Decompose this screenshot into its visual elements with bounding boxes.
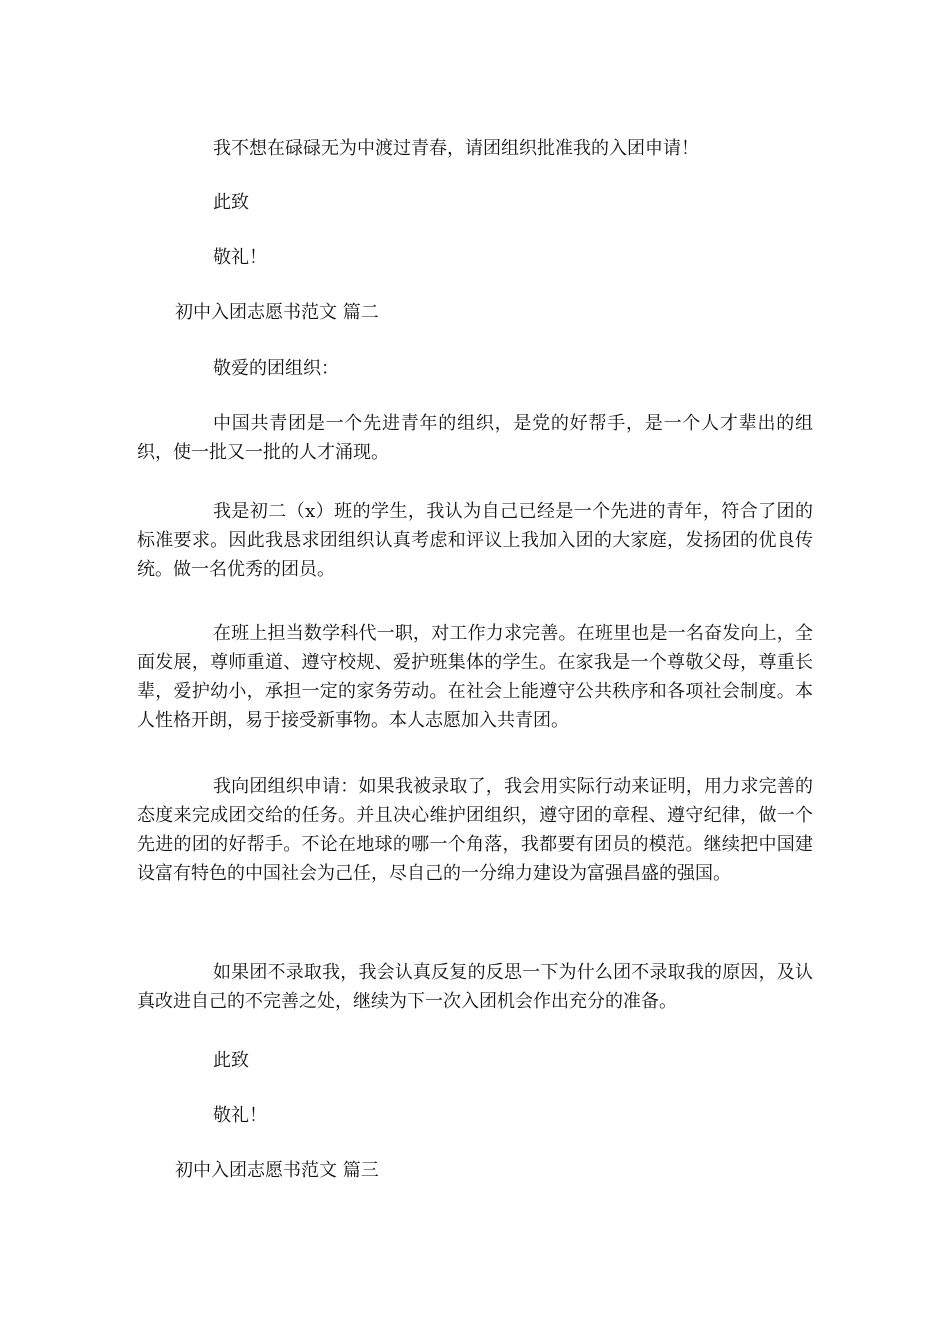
body-paragraph-1: 中国共青团是一个先进青年的组织，是党的好帮手，是一个人才辈出的组织，使一批又一批的人才涌现。 bbox=[137, 413, 813, 463]
section-heading-2: 初中入团志愿书范文 篇二 bbox=[175, 302, 379, 323]
closing-line: 我不想在碌碌无为中渡过青春，请团组织批准我的入团申请！ bbox=[213, 138, 699, 159]
body-paragraph-2: 我是初二（x）班的学生，我认为自己已经是一个先进的青年，符合了团的标准要求。因此我恳求团组织认真考虑和评议上我加入团的大家庭，发扬团的优良传统。做一名优秀的团员。 bbox=[137, 501, 813, 580]
body-paragraph-4: 我向团组织申请：如果我被录取了，我会用实际行动来证明，用力求完善的态度来完成团交给的任务。并且决心维护团组织，遵守团的章程、遵守纪律，做一个先进的团的好帮手。不论在地球的哪一个角落，我都要有团员的模范。继续把中国建设富有特色的中国社会为己任，尽自己的一分绵力建设为富强昌盛的强国。 bbox=[137, 776, 813, 884]
salute-line: 此致 bbox=[213, 1050, 249, 1071]
regards-line: 敬礼！ bbox=[213, 247, 267, 268]
regards-line: 敬礼！ bbox=[213, 1105, 267, 1126]
section-heading-3: 初中入团志愿书范文 篇三 bbox=[175, 1160, 379, 1181]
salute-line: 此致 bbox=[213, 192, 249, 213]
body-paragraph-5: 如果团不录取我，我会认真反复的反思一下为什么团不录取我的原因，及认真改进自己的不完善之处，继续为下一次入团机会作出充分的准备。 bbox=[137, 962, 813, 1012]
body-paragraph-3: 在班上担当数学科代一职，对工作力求完善。在班里也是一名奋发向上，全面发展，尊师重道、遵守校规、爱护班集体的学生。在家我是一个尊敬父母，尊重长辈，爱护幼小，承担一定的家务劳动。在社会上能遵守公共秩序和各项社会制度。本人性格开朗，易于接受新事物。本人志愿加入共青团。 bbox=[137, 623, 813, 731]
greeting-line: 敬爱的团组织： bbox=[213, 358, 339, 379]
